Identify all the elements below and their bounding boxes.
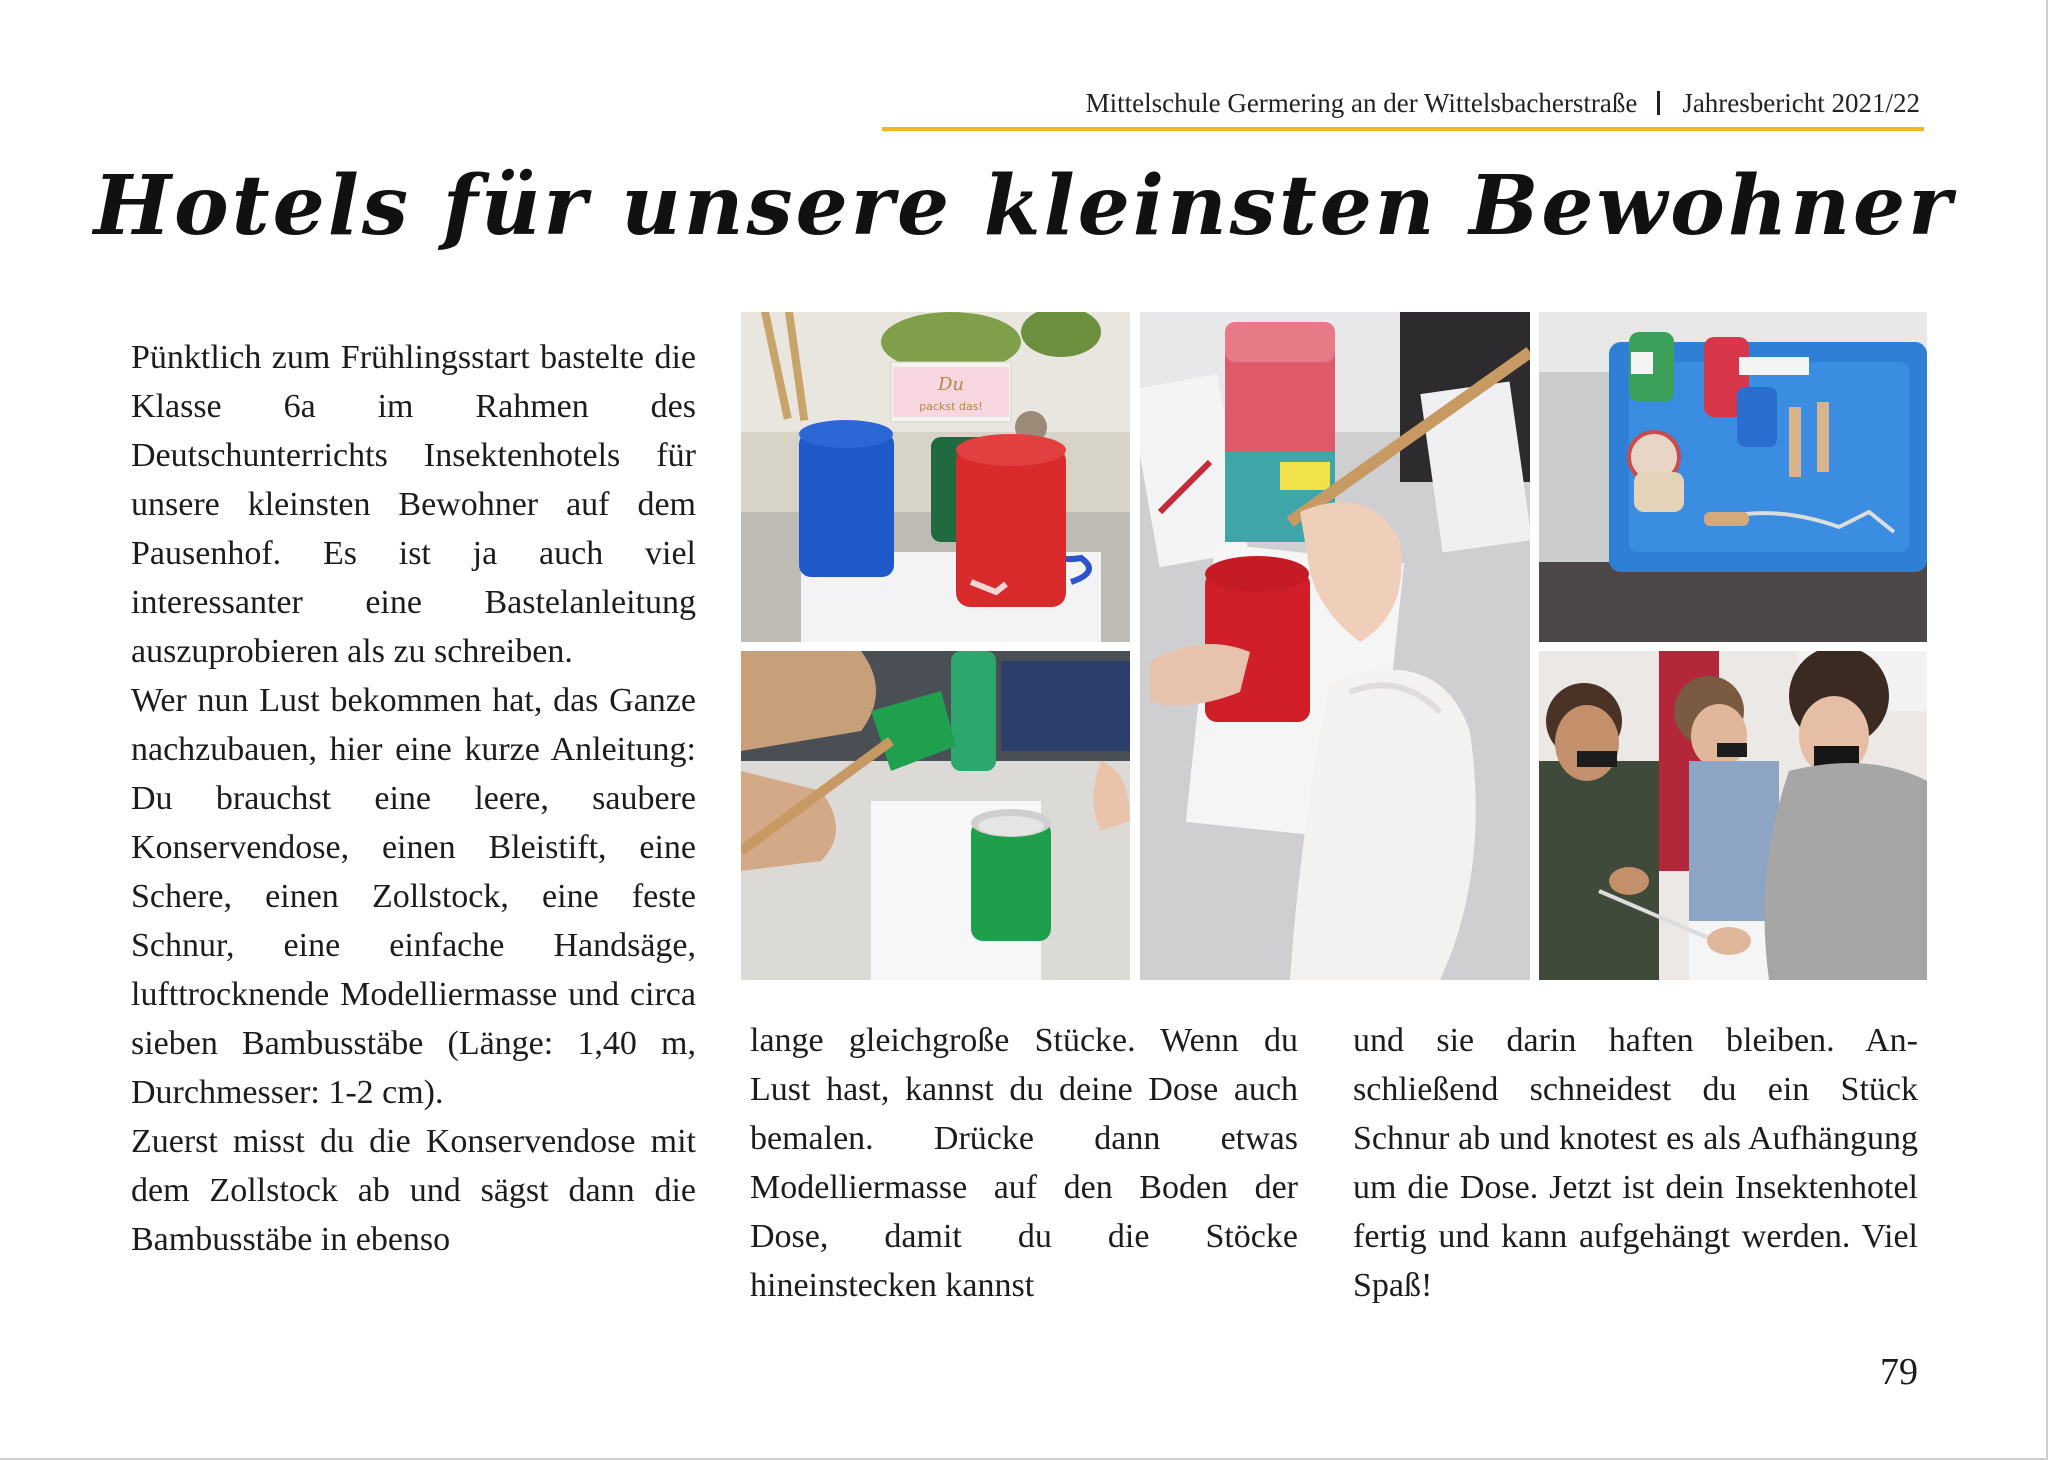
school-name: Mittelschule Germering an der Wittelsbacherstraße [1085, 88, 1638, 118]
text-column-1 [131, 333, 696, 1264]
photo-painted-cans [741, 312, 1130, 642]
paragraph-intro: Pünktlich zum Frühlingsstart bastelte die Klasse 6a im Rahmen des Deutschunterrichts Insektenhotels für unsere kleinsten Bewohner auf dem Pausenhof. Es ist ja auch viel interessanter eine Bastelanleitung auszuprobieren als zu schreiben. [131, 339, 696, 670]
photo-painting-red-can [1140, 312, 1530, 980]
report-year: Jahresbericht 2021/22 [1682, 88, 1920, 118]
sign-text-line-1: Du [937, 374, 965, 395]
paragraph-continued: lange gleichgroße Stücke. Wenn du Lust hast, kannst du deine Dose auch bemalen. Drücke dann etwas Modelliermasse auf den Boden der Dose, damit du die Stöcke hineinstecken kannst [750, 1022, 1298, 1304]
photo-painting-green-can [741, 651, 1130, 980]
photo-students-working [1539, 651, 1927, 980]
page-number: 79 [1880, 1351, 1918, 1393]
photo-materials-tray [1539, 312, 1927, 642]
text-column-3 [1353, 1016, 1918, 1310]
running-header [1086, 88, 1920, 119]
header-rule [882, 127, 1924, 131]
paragraph-ending: und sie darin haften bleiben. Anschließend schneidest du ein Stück Schnur ab und knotest es als Aufhängung um die Dose. Jetzt ist dein Insektenhotel fertig und kann aufgehängt werden. Viel Spaß! [1353, 1022, 1918, 1304]
paragraph-steps: Zuerst misst du die Konservendose mit dem Zollstock ab und sägst dann die Bambusstäbe in ebenso [131, 1123, 696, 1258]
paragraph-materials: Wer nun Lust bekommen hat, das Ganze nachzubauen, hier eine kurze Anleitung: Du brauchst eine leere, saubere Konservendose, einen Bleistift, eine Schere, einen Zollstock, eine feste Schnur, eine einfache Handsäge, lufttrocknende Modelliermasse und circa sieben Bambusstäbe (Länge: 1,40 m, Durchmesser: 1-2 cm). [131, 682, 696, 1111]
sign-text-line-2: packst das! [919, 400, 983, 413]
article-title: Hotels für unsere kleinsten Bewohner [93, 158, 1955, 254]
text-column-2 [750, 1016, 1298, 1310]
header-separator [1657, 91, 1660, 115]
